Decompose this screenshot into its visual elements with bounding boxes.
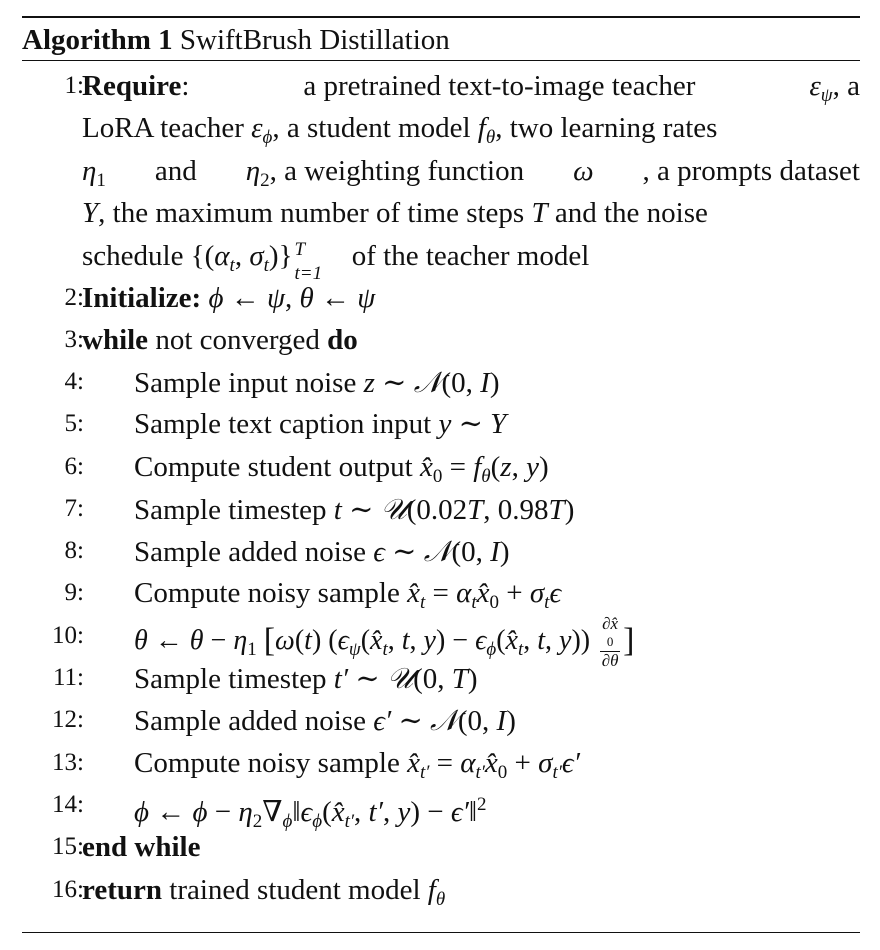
phrase: , a weighting function (269, 155, 525, 187)
line-number: 2: (64, 284, 84, 311)
statement: Compute noisy sample (134, 747, 400, 779)
algorithm-title (22, 18, 860, 60)
phrase: , a prompts dataset (642, 155, 860, 187)
keyword-end-while: end while (82, 831, 201, 863)
phrase: of the teacher model (351, 240, 590, 272)
statement: Compute student output (134, 451, 413, 483)
line-number: 7: (64, 495, 84, 522)
line-number: 1: (64, 72, 84, 99)
line-number: 10: (52, 622, 84, 649)
line-number: 8: (64, 537, 84, 564)
line-number: 16: (52, 876, 84, 903)
statement: Compute noisy sample (134, 577, 400, 609)
statement: Sample added noise (134, 536, 366, 568)
phrase: , the maximum number of time steps (98, 197, 525, 229)
statement: Sample text caption input (134, 408, 432, 440)
statement: Sample timestep (134, 494, 327, 526)
phrase: LoRA teacher (82, 112, 244, 144)
line-number: 9: (64, 579, 84, 606)
keyword-require: Require (82, 70, 182, 102)
line-number: 11: (52, 664, 84, 691)
phrase: and the noise (554, 197, 708, 229)
statement: Sample input noise (134, 367, 357, 399)
line-number: 6: (64, 453, 84, 480)
line-1: 1: Require: a pretrained text-to-image teacher $\varepsilon_\psi$, a (22, 65, 860, 107)
statement: Sample added noise (134, 705, 366, 737)
line-number: 13: (52, 749, 84, 776)
algorithm-box (22, 16, 860, 941)
line-number: 3: (64, 326, 84, 353)
keyword-initialize: Initialize: (82, 282, 202, 314)
line-number: 15: (52, 833, 84, 860)
line-number: 5: (64, 410, 84, 437)
condition: not converged (155, 324, 320, 356)
statement: Sample timestep (134, 663, 327, 695)
algorithm-body: 1: Require: a pretrained text-to-image teacher $\varepsilon_\psi$, a LoRA teacher $\varepsilon_\phi$, a student model $f_\theta$, two learning rates $\eta_1$ and $\eta_2$, a weighting function ω , a prompts dataset Y, the maximum number of time steps T and the noise schedule {($\alpha_t$, $\sigma_t$)} T t=1 of the teacher model 2: Initialize: ϕ ← ψ, θ ← ψ 3: while not converged do 4: Sample input noise z ∼ 𝒩(0, I) 5: Sample text caption input y ∼ Y 6: Compute student output $x̂_0 = f_\theta(z$, y) 7: Sample timestep t ∼ 𝒰(0.02T, 0.98T) 8: Sample added noise ϵ ∼ 𝒩(0, I) 9: Compute noisy sample $x̂_t$ = $\alpha_tx̂_0 + \sigma_t\epsilon$ 10: θ ← $\theta - \eta_1$ [ω(t) ($\epsilon_\psi(x̂_t$, t, $y) - \epsilon_\phi(x̂_t$, t, y)) ∂x̂ 0 ∂θ ] 11: Sample timestep t′ ∼ 𝒰(0, T) 12: Sample added noise ϵ′ ∼ 𝒩(0, I) 13: Compute noisy sample $x̂_{t'}$ = $\alpha_{t'}x̂_0 + \sigma_{t'}\epsilon'$ 14: ϕ ← $\phi - \eta_2\nabla_\phi‖\epsilon_\phi(x̂_{t'}$, t′, y) − ϵ′‖$^2$ 15: end while 16: return trained student model $f_\theta$ (22, 61, 860, 941)
phrase: , a student model (272, 112, 471, 144)
keyword-return: return (82, 874, 163, 906)
bottom-rule (22, 932, 860, 933)
keyword-do: do (327, 324, 358, 356)
phrase: a pretrained text-to-image teacher (303, 70, 696, 102)
phrase: , a (832, 70, 860, 102)
phrase: , two learning rates (495, 112, 718, 144)
line-number: 14: (52, 791, 84, 818)
algorithm-label: Algorithm 1 (22, 24, 173, 56)
algorithm-name: SwiftBrush Distillation (179, 24, 450, 56)
phrase: and (154, 155, 197, 187)
statement: trained student model (169, 874, 421, 906)
phrase: schedule (82, 240, 184, 272)
line-number: 4: (64, 368, 84, 395)
line-number: 12: (52, 706, 84, 733)
keyword-while: while (82, 324, 149, 356)
